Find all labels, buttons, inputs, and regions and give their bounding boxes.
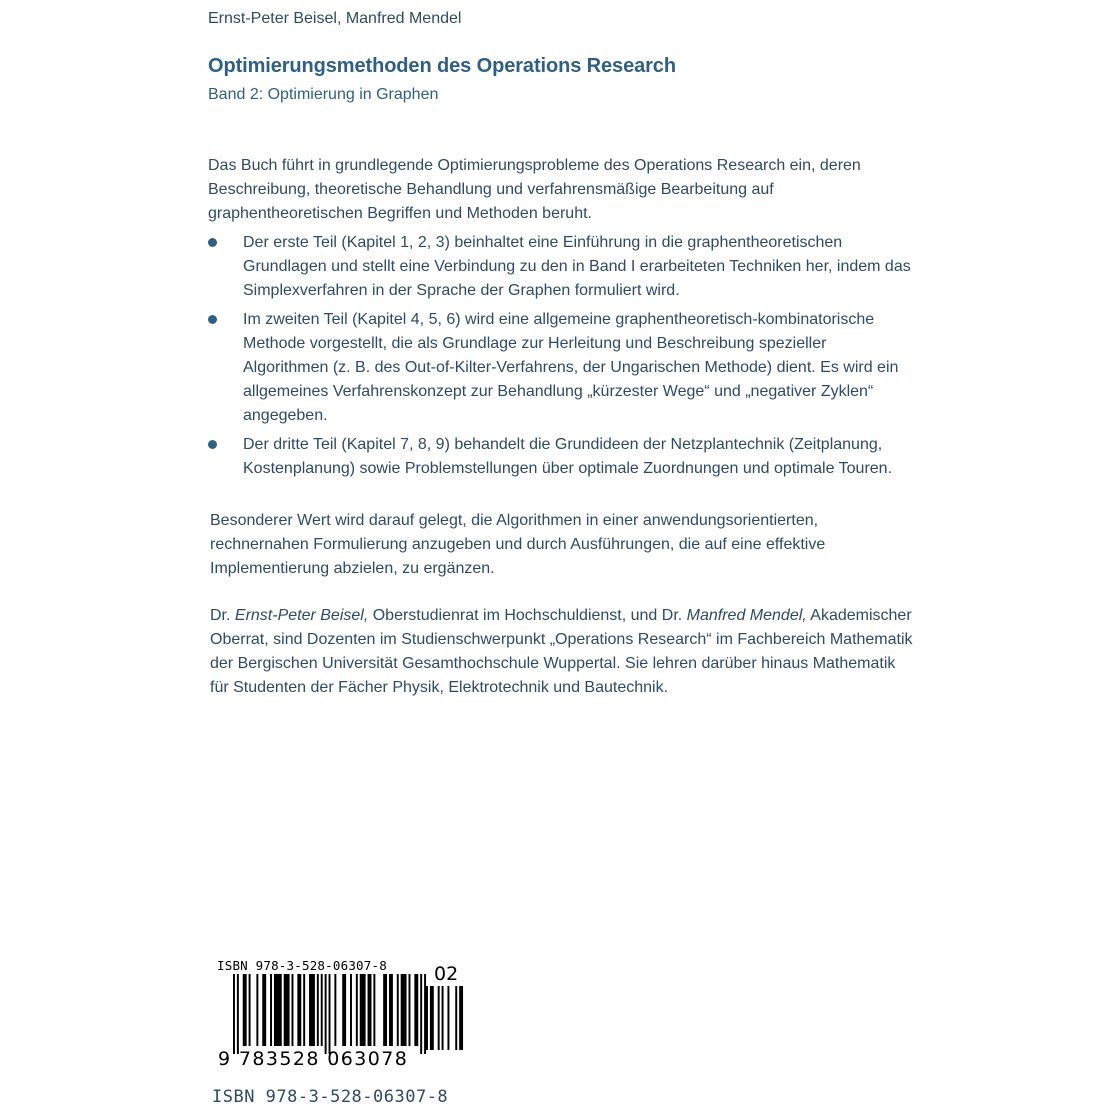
bullet-text: Im zweiten Teil (Kapitel 4, 5, 6) wird eine allgemeine graphentheoretisch-kombinatorische Methode vorgestellt, die als Grundlage zur Herleitung und Beschreibung spezieller Algorithmen (z. B. des Out-of-Kilter-Verfahrens, der Ungarischen Methode) dient. Es wird ein allgemeines Verfahrenskonzept zur Behandlung „kürzester Wege“ und „negativer Zyklen“ angegeben. bbox=[243, 311, 899, 424]
intro-paragraph: Das Buch führt in grundlegende Optimierungsprobleme des Operations Research ein, deren Beschreibung, theoretische Behandlung und verfahrensmäßige Bearbeitung auf graphentheoretischen Begriffen und Methoden beruht. bbox=[208, 157, 861, 222]
barcode-bar bbox=[249, 974, 251, 1046]
barcode-bar bbox=[297, 974, 301, 1046]
bio-middle: Oberstudienrat im Hochschuldienst, und Dr. bbox=[368, 607, 687, 624]
bullet-item bbox=[208, 308, 913, 428]
bullet-text: Der dritte Teil (Kapitel 7, 8, 9) behandelt die Grundideen der Netzplantechnik (Zeitplanung, Kostenplanung) sowie Problemstellungen über optimale Zuordnungen und optimale Touren. bbox=[243, 436, 893, 477]
content-bullets bbox=[208, 231, 913, 486]
book-subtitle: Band 2: Optimierung in Graphen bbox=[208, 86, 439, 103]
barcode-bar bbox=[342, 974, 346, 1046]
barcode-addon-bar bbox=[459, 986, 463, 1050]
barcode-bar bbox=[409, 974, 411, 1046]
barcode-bar bbox=[270, 974, 272, 1046]
barcode-bar bbox=[420, 974, 422, 1054]
bio-rest: Akademischer Oberrat, sind Dozenten im Studienschwerpunkt „Operations Research“ im Fachbereich Mathematik der Bergischen Universität Gesamthochschule Wuppertal. Sie lehren darüber hinaus Mathematik für Studenten der Fächer Physik, Elektrotechnik und Bautechnik. bbox=[210, 607, 913, 696]
bullet-dot-icon bbox=[208, 440, 217, 449]
barcode-addon-bar bbox=[438, 986, 440, 1050]
bullet-item bbox=[208, 231, 913, 303]
barcode-bar bbox=[321, 974, 323, 1046]
barcode-bar bbox=[389, 974, 393, 1046]
bullet-dot-icon bbox=[208, 238, 217, 247]
barcode-addon-bar bbox=[430, 986, 434, 1050]
barcode-bar bbox=[233, 974, 235, 1054]
barcode-bar bbox=[317, 974, 319, 1046]
barcode-bar bbox=[303, 974, 305, 1046]
barcode-bar bbox=[401, 974, 407, 1046]
barcode-bar bbox=[350, 974, 352, 1046]
barcode-addon-digits: 02 bbox=[434, 963, 459, 985]
barcode-bar bbox=[274, 974, 282, 1046]
barcode-bar bbox=[383, 974, 387, 1046]
closing-paragraph: Besonderer Wert wird darauf gelegt, die Algorithmen in einer anwendungsorientierten, rechnernahen Formulierung anzugeben und durch Ausführungen, die auf eine effektive Implementierung abzielen, zu ergänzen. bbox=[210, 512, 826, 577]
barcode-bar bbox=[284, 974, 290, 1046]
barcode-bar bbox=[368, 974, 372, 1046]
barcode-isbn-label: ISBN 978-3-528-06307-8 bbox=[217, 958, 387, 973]
bio-prefix: Dr. bbox=[210, 607, 235, 624]
barcode-bar bbox=[334, 974, 336, 1046]
bio-author-name-2: Manfred Mendel, bbox=[686, 607, 807, 624]
barcode-bar bbox=[329, 974, 331, 1054]
barcode-addon-bar bbox=[426, 986, 428, 1050]
isbn-footer: ISBN 978-3-528-06307-8 bbox=[212, 1087, 449, 1107]
barcode-addon-bar bbox=[455, 986, 457, 1050]
barcode-bar bbox=[424, 974, 426, 1054]
bullet-text: Der erste Teil (Kapitel 1, 2, 3) beinhaltet eine Einführung in die graphentheoretischen Grundlagen und stellt eine Verbindung zu den in Band I erarbeiteten Techniken her, indem das Simplexverfahren in der Sprache der Graphen formuliert wird. bbox=[243, 234, 911, 299]
bullet-dot-icon bbox=[208, 315, 217, 324]
barcode-bar bbox=[397, 974, 399, 1046]
bio-author-name-1: Ernst-Peter Beisel, bbox=[234, 607, 369, 624]
authors: Ernst-Peter Beisel, Manfred Mendel bbox=[208, 10, 462, 27]
barcode-addon-bar bbox=[442, 986, 444, 1050]
barcode-bar bbox=[262, 974, 266, 1046]
barcode-icon bbox=[233, 974, 468, 1054]
barcode-bar bbox=[292, 974, 294, 1046]
barcode-bar bbox=[325, 974, 327, 1054]
barcode-ean-digits: 9 783528 063078 bbox=[218, 1048, 409, 1070]
bullet-item bbox=[208, 433, 913, 481]
barcode-bar bbox=[256, 974, 258, 1046]
barcode-bar bbox=[373, 974, 375, 1046]
barcode-bar bbox=[360, 974, 366, 1046]
barcode-addon-bar bbox=[447, 986, 449, 1050]
barcode-bar bbox=[356, 974, 358, 1046]
barcode-bar bbox=[414, 974, 418, 1046]
barcode-bar bbox=[309, 974, 315, 1046]
book-title: Optimierungsmethoden des Operations Research bbox=[208, 55, 676, 77]
barcode-bar bbox=[237, 974, 239, 1054]
barcode-bar bbox=[243, 974, 247, 1046]
author-bio bbox=[210, 604, 915, 700]
